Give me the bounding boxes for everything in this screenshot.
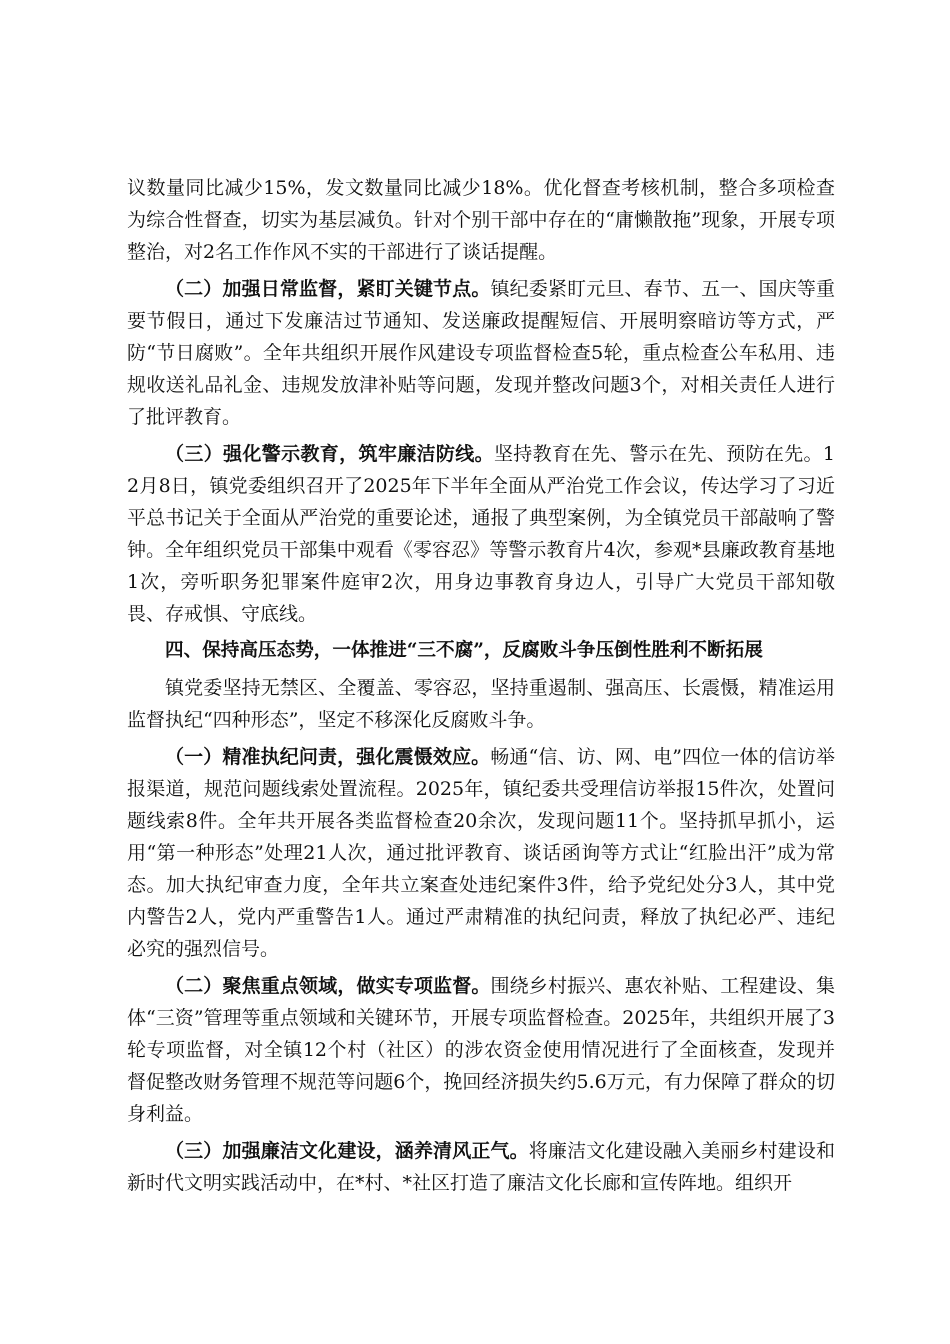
paragraph-text: 畅通“信、访、网、电”四位一体的信访举报渠道，规范问题线索处置流程。2025年，镇纪委共受理信访举报15件次，处置问题线索8件。全年共开展各类监督检查20余次，发现问题11个。坚持抓早抓小，运用“第一种形态”处理21人次，通过批评教育、谈话函询等方式让“红脸出汗”成为常态。加大执纪审查力度，全年共立案查处违纪案件3件，给予党纪处分3人，其中党内警告2人，党内严重警告1人。通过严肃精准的执纪问责，释放了执纪必严、违纪必究的强烈信号。 [127, 746, 835, 960]
section-heading [127, 635, 835, 667]
paragraph-lead: （二）加强日常监督，紧盯关键节点。 [165, 278, 491, 300]
paragraph-lead: （二）聚焦重点领域，做实专项监督。 [165, 975, 491, 997]
paragraph-special-supervision [127, 970, 835, 1130]
document-page [127, 172, 835, 1204]
paragraph-integrity-culture [127, 1135, 835, 1199]
section-heading-text: 四、保持高压态势，一体推进“三不腐”，反腐败斗争压倒性胜利不断拓展 [165, 640, 763, 661]
paragraph-lead: （三）强化警示教育，筑牢廉洁防线。 [165, 443, 494, 465]
paragraph-lead: （三）加强廉洁文化建设，涵养清风正气。 [165, 1140, 529, 1162]
paragraph-daily-supervision [127, 273, 835, 433]
paragraph-section-intro [127, 672, 835, 736]
paragraph-warning-education [127, 438, 835, 630]
paragraph-text: 议数量同比减少15%，发文数量同比减少18%。优化督查考核机制，整合多项检查为综合性督查，切实为基层减负。针对个别干部中存在的“庸懒散拖”现象，开展专项整治，对2名工作作风不实的干部进行了谈话提醒。 [127, 177, 835, 263]
paragraph-continuation [127, 172, 835, 268]
paragraph-text: 镇党委坚持无禁区、全覆盖、零容忍，坚持重遏制、强高压、长震慑，精准运用监督执纪“四种形态”，坚定不移深化反腐败斗争。 [127, 677, 835, 731]
paragraph-text: 将廉洁文化建设融入美丽乡村建设和新时代文明实践活动中，在*村、*社区打造了廉洁文化长廊和宣传阵地。组织开 [127, 1140, 835, 1194]
paragraph-discipline-accountability [127, 741, 835, 965]
paragraph-text: 坚持教育在先、警示在先、预防在先。12月8日，镇党委组织召开了2025年下半年全面从严治党工作会议，传达学习了习近平总书记关于全面从严治党的重要论述，通报了典型案例，为全镇党员干部敲响了警钟。全年组织党员干部集中观看《零容忍》等警示教育片4次，参观*县廉政教育基地1次，旁听职务犯罪案件庭审2次，用身边事教育身边人，引导广大党员干部知敬畏、存戒惧、守底线。 [127, 443, 835, 625]
paragraph-text: 镇纪委紧盯元旦、春节、五一、国庆等重要节假日，通过下发廉洁过节通知、发送廉政提醒短信、开展明察暗访等方式，严防“节日腐败”。全年共组织开展作风建设专项监督检查5轮，重点检查公车私用、违规收送礼品礼金、违规发放津补贴等问题，发现并整改问题3个，对相关责任人进行了批评教育。 [127, 278, 835, 428]
paragraph-text: 围绕乡村振兴、惠农补贴、工程建设、集体“三资”管理等重点领域和关键环节，开展专项监督检查。2025年，共组织开展了3轮专项监督，对全镇12个村（社区）的涉农资金使用情况进行了全面核查，发现并督促整改财务管理不规范等问题6个，挽回经济损失约5.6万元，有力保障了群众的切身利益。 [127, 975, 835, 1125]
paragraph-lead: （一）精准执纪问责，强化震慑效应。 [165, 746, 491, 768]
